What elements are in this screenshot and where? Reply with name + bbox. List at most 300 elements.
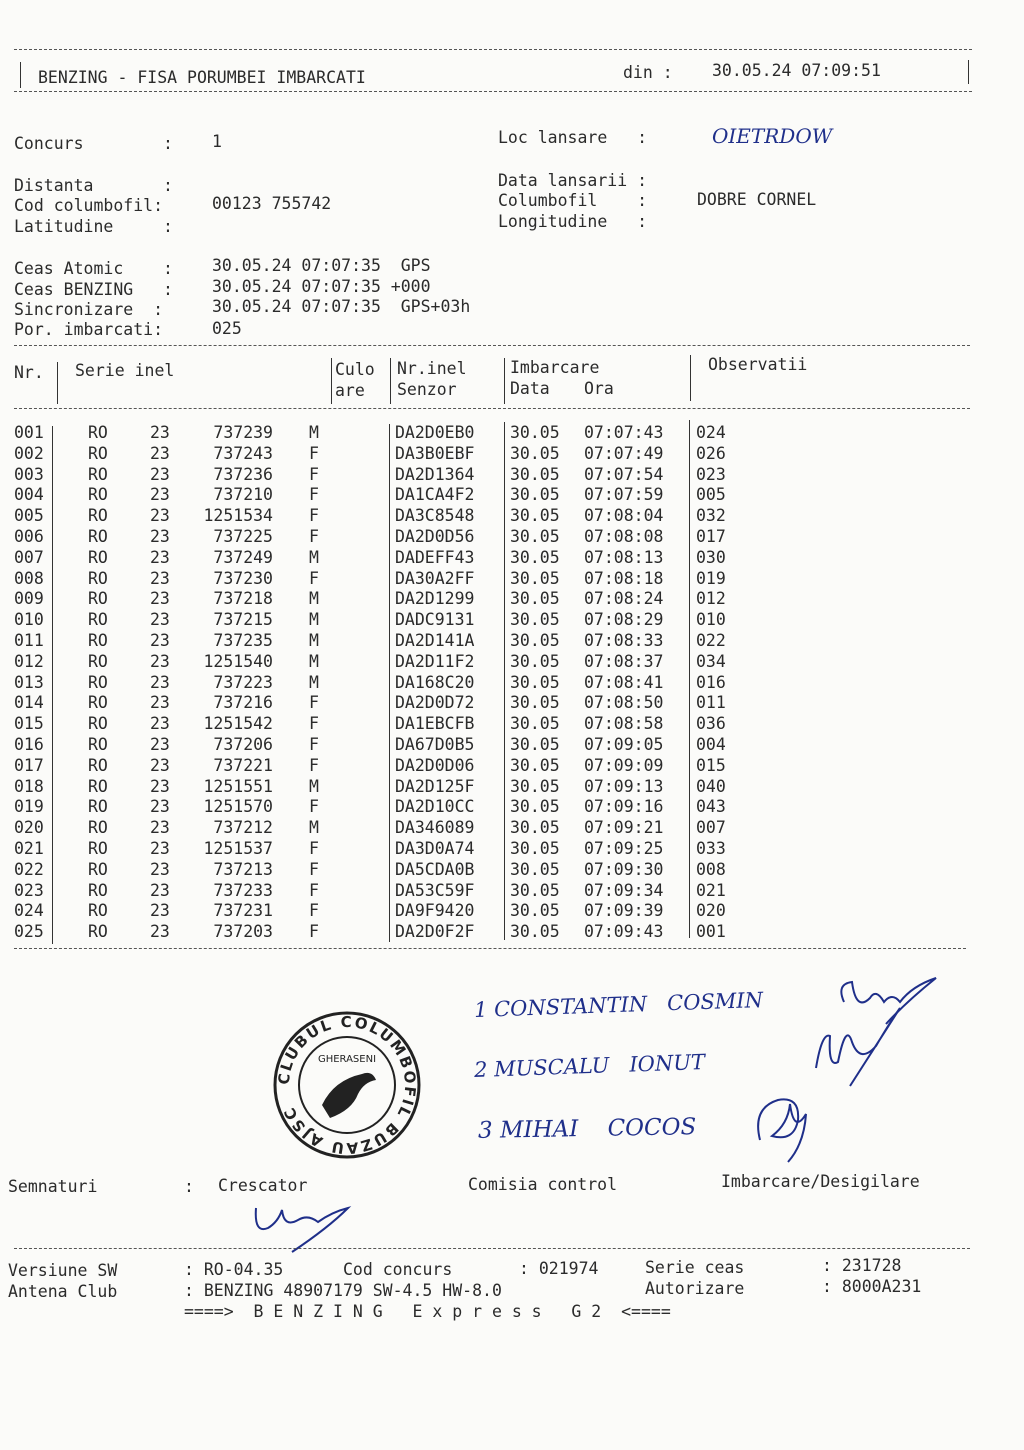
latitudine-label: Latitudine : <box>14 217 173 236</box>
row-date: 30.05 <box>510 610 560 630</box>
row-time: 07:08:04 <box>584 506 664 526</box>
row-ring: 737206 <box>213 735 273 754</box>
pigeon-icon <box>322 1073 376 1118</box>
table-row <box>0 797 1024 818</box>
row-ring: 737215 <box>213 610 273 630</box>
row-country: RO <box>88 859 108 879</box>
table-row <box>0 610 1024 631</box>
row-country: RO <box>88 547 108 567</box>
row-nr: 011 <box>14 631 44 650</box>
col-header-nr: Nr. <box>14 363 44 382</box>
row-year: 23 <box>150 485 170 505</box>
row-sex: F <box>309 735 319 754</box>
row-country: RO <box>88 672 108 692</box>
row-sex: M <box>309 776 319 796</box>
concurs-value: 1 <box>212 132 222 151</box>
row-nr: 021 <box>14 839 44 858</box>
row-nr: 023 <box>14 880 44 900</box>
row-nr: 010 <box>14 610 44 630</box>
row-time: 07:09:09 <box>584 755 664 775</box>
table-row <box>0 839 1024 860</box>
club-stamp <box>272 1010 422 1160</box>
col-header-imbarcare: Imbarcare <box>510 358 600 377</box>
ceas-atomic-value: 30.05.24 07:07:35 GPS <box>212 256 431 275</box>
row-sex: M <box>309 631 319 650</box>
print-date-value: 30.05.24 07:09:51 <box>712 61 881 80</box>
row-country: RO <box>88 714 108 734</box>
row-ring: 1251542 <box>203 714 273 734</box>
row-date: 30.05 <box>510 464 560 484</box>
commission-member-3: 3 MIHAI COCOS <box>477 1114 697 1144</box>
col-header-ora: Ora <box>584 379 614 398</box>
row-year: 23 <box>150 797 170 817</box>
row-observatii: 015 <box>696 755 726 775</box>
data-column-rule <box>504 422 505 940</box>
row-nr: 020 <box>14 818 44 838</box>
row-country: RO <box>88 631 108 650</box>
antena-club-value: : BENZING 48907179 SW-4.5 HW-8.0 <box>184 1281 502 1300</box>
row-date: 30.05 <box>510 589 560 609</box>
table-row <box>0 444 1024 465</box>
table-top-rule <box>14 345 970 346</box>
row-date: 30.05 <box>510 693 560 713</box>
table-row <box>0 631 1024 652</box>
table-row <box>0 589 1024 610</box>
data-lansarii-label: Data lansarii : <box>498 171 648 190</box>
row-observatii: 016 <box>696 672 726 692</box>
autorizare-value: : 8000A231 <box>822 1277 922 1296</box>
row-sensor: DA2D0D56 <box>395 527 475 546</box>
row-date: 30.05 <box>510 672 560 692</box>
serie-ceas-label: Serie ceas <box>645 1258 745 1277</box>
row-observatii: 004 <box>696 735 726 754</box>
row-date: 30.05 <box>510 485 560 505</box>
row-observatii: 011 <box>696 693 726 713</box>
row-nr: 013 <box>14 672 44 692</box>
row-sensor: DA2D1299 <box>395 589 475 609</box>
row-sex: F <box>309 527 319 546</box>
row-ring: 737210 <box>213 485 273 505</box>
row-sensor: DA2D10CC <box>395 797 475 817</box>
row-date: 30.05 <box>510 423 560 442</box>
table-header-rule <box>14 408 970 409</box>
row-observatii: 040 <box>696 776 726 796</box>
row-sensor: DA3B0EBF <box>395 443 475 463</box>
row-nr: 015 <box>14 714 44 734</box>
row-nr: 022 <box>14 859 44 879</box>
col-divider <box>390 358 391 404</box>
imbarcare-desigilare-label: Imbarcare/Desigilare <box>721 1172 920 1191</box>
row-nr: 024 <box>14 901 44 921</box>
row-country: RO <box>88 839 108 858</box>
row-sex: F <box>309 839 319 858</box>
cod-concurs-value: : 021974 <box>519 1259 599 1278</box>
row-date: 30.05 <box>510 755 560 775</box>
row-time: 07:07:49 <box>584 443 664 463</box>
row-sensor: DA5CDA0B <box>395 859 475 879</box>
ceas-benzing-value: 30.05.24 07:07:35 +000 <box>212 277 431 296</box>
row-time: 07:09:34 <box>584 880 664 900</box>
comisia-control-label: Comisia control <box>468 1175 618 1194</box>
sincronizare-label: Sincronizare : <box>14 300 164 319</box>
row-observatii: 023 <box>696 464 726 484</box>
row-observatii: 026 <box>696 443 726 463</box>
cod-columbofil-label: Cod columbofil: <box>14 196 164 215</box>
row-sensor: DA30A2FF <box>395 568 475 588</box>
row-nr: 003 <box>14 464 44 484</box>
row-date: 30.05 <box>510 547 560 567</box>
row-ring: 737203 <box>213 922 273 942</box>
row-sensor: DA2D0EB0 <box>395 423 475 442</box>
col-header-culoare-1: Culo <box>335 360 375 379</box>
row-year: 23 <box>150 568 170 588</box>
row-sex: F <box>309 922 319 942</box>
row-sensor: DA67D0B5 <box>395 735 475 754</box>
row-observatii: 032 <box>696 506 726 526</box>
row-year: 23 <box>150 443 170 463</box>
row-sex: F <box>309 755 319 775</box>
row-sensor: DA2D125F <box>395 776 475 796</box>
row-observatii: 005 <box>696 485 726 505</box>
row-year: 23 <box>150 651 170 671</box>
table-row <box>0 673 1024 694</box>
row-observatii: 022 <box>696 631 726 650</box>
table-row <box>0 693 1024 714</box>
row-date: 30.05 <box>510 714 560 734</box>
cod-concurs-label: Cod concurs <box>343 1260 453 1279</box>
row-sex: F <box>309 506 319 526</box>
col-header-culoare-2: are <box>335 381 365 400</box>
row-time: 07:08:58 <box>584 714 664 734</box>
print-date-label: din : <box>623 63 673 82</box>
row-year: 23 <box>150 631 170 650</box>
loc-lansare-value: OIETRDOW <box>712 124 833 148</box>
cod-columbofil-value: 00123 755742 <box>212 194 332 213</box>
row-nr: 006 <box>14 527 44 546</box>
row-year: 23 <box>150 880 170 900</box>
commission-member-1: 1 CONSTANTIN COSMIN <box>473 987 764 1023</box>
row-observatii: 012 <box>696 589 726 609</box>
row-sex: F <box>309 797 319 817</box>
row-sensor: DA2D0F2F <box>395 922 475 942</box>
row-date: 30.05 <box>510 735 560 754</box>
row-ring: 737221 <box>213 755 273 775</box>
row-time: 07:08:29 <box>584 610 664 630</box>
row-time: 07:09:16 <box>584 797 664 817</box>
row-year: 23 <box>150 839 170 858</box>
row-year: 23 <box>150 818 170 838</box>
row-date: 30.05 <box>510 568 560 588</box>
distanta-label: Distanta : <box>14 176 173 195</box>
col-header-nr-inel: Nr.inel <box>397 359 467 378</box>
row-observatii: 034 <box>696 651 726 671</box>
row-date: 30.05 <box>510 776 560 796</box>
ceas-benzing-label: Ceas BENZING : <box>14 280 173 299</box>
row-sensor: DA53C59F <box>395 880 475 900</box>
row-sex: F <box>309 443 319 463</box>
porumbei-imbarcati-value: 025 <box>212 319 242 338</box>
row-sensor: DADEFF43 <box>395 547 475 567</box>
row-year: 23 <box>150 776 170 796</box>
row-country: RO <box>88 880 108 900</box>
row-nr: 005 <box>14 506 44 526</box>
semnaturi-colon: : <box>184 1177 194 1196</box>
table-row <box>0 922 1024 943</box>
row-sex: M <box>309 651 319 671</box>
row-year: 23 <box>150 735 170 754</box>
row-year: 23 <box>150 610 170 630</box>
row-nr: 002 <box>14 443 44 463</box>
row-sensor: DA2D0D72 <box>395 693 475 713</box>
row-date: 30.05 <box>510 443 560 463</box>
benzing-express-banner: ====> B E N Z I N G E x p r e s s G 2 <==== <box>184 1302 671 1321</box>
table-row <box>0 527 1024 548</box>
row-sex: M <box>309 610 319 630</box>
col-divider <box>504 358 505 404</box>
table-row <box>0 756 1024 777</box>
row-country: RO <box>88 797 108 817</box>
row-sex: M <box>309 589 319 609</box>
row-time: 07:08:08 <box>584 527 664 546</box>
row-country: RO <box>88 693 108 713</box>
row-observatii: 007 <box>696 818 726 838</box>
row-ring: 737225 <box>213 527 273 546</box>
row-sensor: DA2D11F2 <box>395 651 475 671</box>
row-time: 07:08:50 <box>584 693 664 713</box>
row-ring: 1251534 <box>203 506 273 526</box>
row-date: 30.05 <box>510 631 560 650</box>
row-ring: 737213 <box>213 859 273 879</box>
row-date: 30.05 <box>510 839 560 858</box>
table-row <box>0 881 1024 902</box>
row-sensor: DA168C20 <box>395 672 475 692</box>
antena-club-label: Antena Club <box>8 1282 118 1301</box>
row-country: RO <box>88 506 108 526</box>
row-year: 23 <box>150 755 170 775</box>
document-title: BENZING - FISA PORUMBEI IMBARCATI <box>38 68 366 87</box>
row-date: 30.05 <box>510 527 560 546</box>
row-sex: M <box>309 818 319 838</box>
serie-ceas-value: : 231728 <box>822 1256 902 1275</box>
col-divider <box>690 355 691 401</box>
row-time: 07:09:30 <box>584 859 664 879</box>
row-year: 23 <box>150 901 170 921</box>
row-sensor: DA346089 <box>395 818 475 838</box>
table-row <box>0 901 1024 922</box>
row-nr: 009 <box>14 589 44 609</box>
row-nr: 017 <box>14 755 44 775</box>
table-bottom-rule <box>14 948 966 949</box>
loc-lansare-label: Loc lansare : <box>498 128 648 147</box>
row-date: 30.05 <box>510 506 560 526</box>
row-sensor: DA1CA4F2 <box>395 485 475 505</box>
commission-member-2: 2 MUSCALU IONUT <box>473 1049 706 1083</box>
row-time: 07:09:05 <box>584 735 664 754</box>
row-nr: 019 <box>14 797 44 817</box>
table-row <box>0 652 1024 673</box>
row-sex: F <box>309 859 319 879</box>
row-sex: F <box>309 714 319 734</box>
row-sensor: DA1EBCFB <box>395 714 475 734</box>
row-nr: 001 <box>14 423 44 442</box>
ceas-atomic-label: Ceas Atomic : <box>14 259 173 278</box>
col-header-senzor: Senzor <box>397 380 457 399</box>
row-sensor: DA2D1364 <box>395 464 475 484</box>
row-time: 07:09:21 <box>584 818 664 838</box>
row-time: 07:09:43 <box>584 922 664 942</box>
row-time: 07:08:24 <box>584 589 664 609</box>
row-time: 07:09:39 <box>584 901 664 921</box>
row-date: 30.05 <box>510 859 560 879</box>
porumbei-imbarcati-label: Por. imbarcati: <box>14 320 164 339</box>
obs-column-rule <box>689 420 690 938</box>
row-ring: 1251537 <box>203 839 273 858</box>
row-country: RO <box>88 568 108 588</box>
row-observatii: 036 <box>696 714 726 734</box>
row-observatii: 019 <box>696 568 726 588</box>
row-ring: 737231 <box>213 901 273 921</box>
table-row <box>0 548 1024 569</box>
row-observatii: 021 <box>696 880 726 900</box>
row-ring: 737216 <box>213 693 273 713</box>
row-time: 07:09:25 <box>584 839 664 858</box>
row-time: 07:09:13 <box>584 776 664 796</box>
row-country: RO <box>88 776 108 796</box>
row-nr: 012 <box>14 651 44 671</box>
table-row <box>0 818 1024 839</box>
row-sensor: DA2D0D06 <box>395 755 475 775</box>
col-header-serie-inel: Serie inel <box>75 361 175 380</box>
row-sensor: DA3D0A74 <box>395 839 475 858</box>
row-time: 07:07:54 <box>584 464 664 484</box>
row-sex: F <box>309 464 319 484</box>
row-ring: 737230 <box>213 568 273 588</box>
row-year: 23 <box>150 693 170 713</box>
table-row <box>0 506 1024 527</box>
col-header-observatii: Observatii <box>708 355 808 374</box>
row-time: 07:07:59 <box>584 485 664 505</box>
row-year: 23 <box>150 506 170 526</box>
table-row <box>0 423 1024 444</box>
row-country: RO <box>88 443 108 463</box>
row-year: 23 <box>150 423 170 442</box>
table-row <box>0 569 1024 590</box>
concurs-label: Concurs : <box>14 134 173 153</box>
header-left-bar <box>20 62 21 88</box>
row-ring: 737218 <box>213 589 273 609</box>
signature-crescator <box>248 1198 358 1258</box>
row-date: 30.05 <box>510 880 560 900</box>
signature-commission-2 <box>808 1002 908 1092</box>
autorizare-label: Autorizare <box>645 1279 745 1298</box>
row-sex: F <box>309 693 319 713</box>
row-year: 23 <box>150 527 170 546</box>
row-year: 23 <box>150 464 170 484</box>
col-divider <box>331 358 332 404</box>
row-country: RO <box>88 922 108 942</box>
footer-top-rule <box>14 1248 970 1249</box>
header-top-rule <box>14 49 972 50</box>
row-country: RO <box>88 735 108 754</box>
row-sex: F <box>309 880 319 900</box>
row-country: RO <box>88 651 108 671</box>
row-nr: 016 <box>14 735 44 754</box>
table-row <box>0 777 1024 798</box>
row-year: 23 <box>150 672 170 692</box>
row-observatii: 008 <box>696 859 726 879</box>
row-year: 23 <box>150 714 170 734</box>
row-country: RO <box>88 485 108 505</box>
row-observatii: 043 <box>696 797 726 817</box>
row-year: 23 <box>150 922 170 942</box>
col-divider <box>57 362 58 404</box>
row-sensor: DA9F9420 <box>395 901 475 921</box>
row-country: RO <box>88 901 108 921</box>
row-year: 23 <box>150 547 170 567</box>
longitudine-label: Longitudine : <box>498 212 648 231</box>
row-country: RO <box>88 423 108 442</box>
row-date: 30.05 <box>510 651 560 671</box>
row-nr: 018 <box>14 776 44 796</box>
stamp-inner-text: GHERASENI <box>317 1054 377 1065</box>
row-observatii: 001 <box>696 922 726 942</box>
row-sex: M <box>309 423 319 442</box>
row-nr: 025 <box>14 922 44 942</box>
row-country: RO <box>88 610 108 630</box>
row-ring: 737239 <box>213 423 273 442</box>
row-time: 07:08:33 <box>584 631 664 650</box>
row-sex: F <box>309 568 319 588</box>
row-date: 30.05 <box>510 818 560 838</box>
row-date: 30.05 <box>510 901 560 921</box>
row-time: 07:08:18 <box>584 568 664 588</box>
row-time: 07:08:41 <box>584 672 664 692</box>
semnaturi-label: Semnaturi <box>8 1177 98 1196</box>
table-row <box>0 714 1024 735</box>
col-header-data: Data <box>510 379 550 398</box>
row-time: 07:07:43 <box>584 423 664 442</box>
row-ring: 737236 <box>213 464 273 484</box>
row-ring: 737249 <box>213 547 273 567</box>
row-observatii: 030 <box>696 547 726 567</box>
row-ring: 1251570 <box>203 797 273 817</box>
stamp-outer-text: CLUBUL COLUMBOFIL BUZAU AJSC <box>274 1012 420 1158</box>
table-row <box>0 860 1024 881</box>
row-nr: 008 <box>14 568 44 588</box>
row-ring: 737235 <box>213 631 273 650</box>
row-year: 23 <box>150 589 170 609</box>
row-observatii: 024 <box>696 423 726 442</box>
row-sex: M <box>309 547 319 567</box>
versiune-sw-value: : RO-04.35 <box>184 1260 284 1279</box>
signature-commission-3 <box>748 1084 818 1164</box>
row-sensor: DADC9131 <box>395 610 475 630</box>
row-year: 23 <box>150 859 170 879</box>
row-country: RO <box>88 818 108 838</box>
row-nr: 007 <box>14 547 44 567</box>
header-right-bar <box>968 60 969 84</box>
row-sensor: DA2D141A <box>395 631 475 650</box>
columbofil-label: Columbofil : <box>498 191 648 210</box>
table-row <box>0 465 1024 486</box>
row-sex: M <box>309 672 319 692</box>
row-nr: 014 <box>14 693 44 713</box>
row-sex: F <box>309 901 319 921</box>
row-country: RO <box>88 464 108 484</box>
header-bottom-rule <box>14 91 972 92</box>
senzor-column-rule <box>389 424 390 942</box>
columbofil-value: DOBRE CORNEL <box>697 190 817 209</box>
